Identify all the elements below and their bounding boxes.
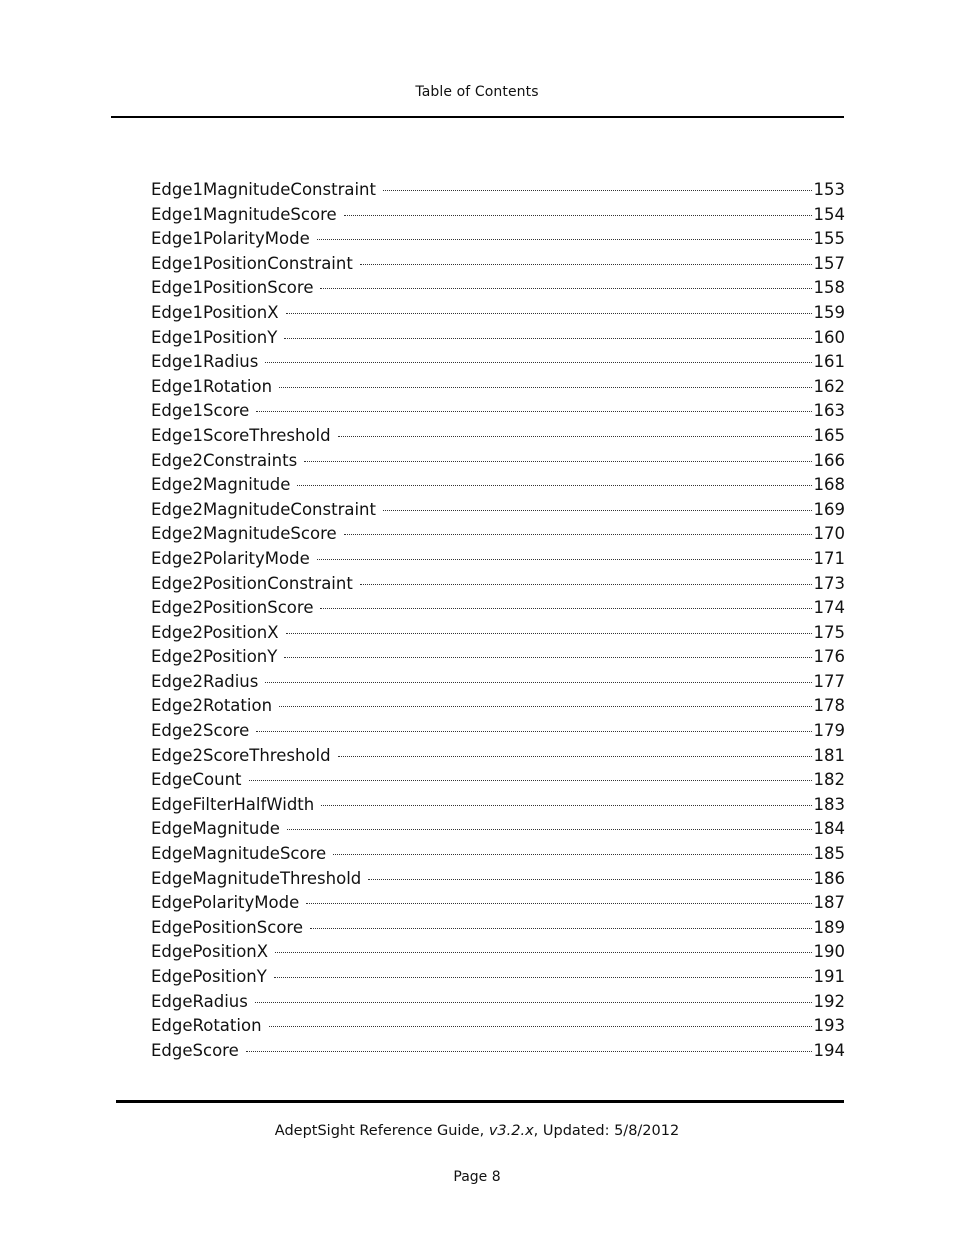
toc-entry-label[interactable]: Edge2PolarityMode — [151, 548, 310, 568]
toc-entry-page[interactable]: 181 — [813, 745, 845, 765]
toc-entry-page[interactable]: 185 — [813, 844, 845, 864]
toc-dot-leader — [317, 239, 812, 240]
toc-dot-leader — [275, 952, 811, 953]
toc-entry-page[interactable]: 191 — [813, 967, 845, 986]
toc-entry-label[interactable]: Edge1MagnitudeScore — [151, 204, 337, 224]
toc-entry[interactable] — [151, 350, 845, 375]
toc-entry-label[interactable]: Edge1MagnitudeConstraint — [151, 180, 376, 199]
toc-dot-leader — [320, 288, 811, 289]
toc-entry-label[interactable]: EdgePositionY — [151, 967, 267, 986]
toc-entry-page[interactable]: 183 — [813, 794, 845, 814]
toc-entry-label[interactable]: Edge2PositionX — [151, 622, 279, 642]
toc-dot-leader — [310, 928, 812, 929]
toc-entry-page[interactable]: 154 — [813, 204, 845, 224]
toc-entry[interactable] — [151, 1014, 845, 1039]
toc-dot-leader — [360, 264, 812, 265]
toc-dot-leader — [297, 485, 811, 486]
toc-entry-page[interactable]: 174 — [813, 598, 845, 618]
toc-entry-label[interactable]: Edge1Radius — [151, 352, 259, 372]
toc-dot-leader — [321, 805, 811, 806]
toc-entry-page[interactable]: 168 — [813, 475, 845, 495]
toc-dot-leader — [344, 215, 812, 216]
toc-entry-label[interactable]: Edge2MagnitudeScore — [151, 524, 337, 544]
toc-entry-label[interactable]: Edge2MagnitudeConstraint — [151, 499, 376, 519]
toc-dot-leader — [265, 362, 811, 363]
toc-entry-label[interactable]: EdgeFilterHalfWidth — [151, 794, 315, 814]
toc-entry[interactable] — [151, 449, 845, 474]
toc-entry-page[interactable]: 163 — [813, 401, 845, 421]
page-header-title: Table of Contents — [415, 84, 539, 100]
toc-entry-label[interactable]: EdgeScore — [151, 1040, 239, 1060]
toc-entry[interactable] — [151, 227, 845, 252]
toc-entry[interactable] — [151, 596, 845, 621]
toc-entry-label[interactable]: EdgeRadius — [151, 991, 248, 1011]
toc-entry-page[interactable]: 177 — [813, 671, 845, 691]
toc-dot-leader — [286, 633, 812, 634]
toc-entry-label[interactable]: Edge2PositionY — [151, 647, 278, 667]
toc-entry[interactable] — [151, 842, 845, 867]
toc-entry-page[interactable]: 155 — [813, 229, 845, 249]
toc-entry-label[interactable]: Edge2Radius — [151, 671, 259, 691]
toc-dot-leader — [338, 756, 812, 757]
toc-entry-label[interactable]: Edge2Rotation — [151, 696, 273, 716]
toc-entry[interactable] — [151, 916, 845, 941]
toc-entry[interactable] — [151, 965, 845, 990]
footer-divider — [116, 1100, 844, 1103]
footer-guide-info — [0, 1123, 954, 1139]
toc-entry-page[interactable]: 179 — [813, 721, 845, 741]
toc-entry-page[interactable]: 161 — [813, 352, 845, 372]
toc-dot-leader — [320, 608, 811, 609]
toc-entry-label[interactable]: EdgeMagnitude — [151, 819, 280, 839]
toc-entry[interactable] — [151, 793, 845, 818]
toc-list — [151, 178, 845, 1063]
toc-dot-leader — [269, 1026, 812, 1027]
toc-dot-leader — [249, 780, 812, 781]
toc-entry-label[interactable]: EdgeRotation — [151, 1016, 262, 1036]
toc-dot-leader — [255, 1002, 812, 1003]
toc-dot-leader — [317, 559, 812, 560]
toc-entry[interactable] — [151, 719, 845, 744]
toc-dot-leader — [274, 977, 812, 978]
toc-entry[interactable] — [151, 326, 845, 351]
footer-version: v3.2.x — [488, 1123, 534, 1139]
toc-entry-label[interactable]: Edge1Rotation — [151, 376, 273, 396]
toc-entry-page[interactable]: 192 — [813, 991, 845, 1011]
toc-dot-leader — [284, 338, 811, 339]
toc-entry-page[interactable]: 176 — [813, 647, 845, 667]
toc-dot-leader — [256, 731, 811, 732]
toc-entry-page[interactable]: 187 — [813, 893, 845, 913]
toc-entry-label[interactable]: Edge2Score — [151, 721, 250, 741]
toc-entry-page[interactable]: 171 — [813, 548, 845, 568]
toc-dot-leader — [338, 436, 812, 437]
toc-entry[interactable] — [151, 694, 845, 719]
toc-entry-page[interactable]: 186 — [813, 868, 845, 888]
toc-entry-label[interactable]: Edge2ScoreThreshold — [151, 745, 331, 765]
toc-dot-leader — [246, 1051, 812, 1052]
toc-entry-page[interactable]: 162 — [813, 376, 845, 396]
toc-entry-label[interactable]: Edge2PositionConstraint — [151, 573, 353, 593]
toc-dot-leader — [333, 854, 811, 855]
toc-entry[interactable] — [151, 744, 845, 769]
toc-entry[interactable] — [151, 817, 845, 842]
toc-entry[interactable] — [151, 621, 845, 646]
toc-dot-leader — [284, 657, 811, 658]
toc-entry-label[interactable]: EdgeCount — [151, 770, 242, 790]
toc-dot-leader — [287, 829, 812, 830]
toc-entry[interactable] — [151, 522, 845, 547]
toc-entry-label[interactable]: Edge1PositionScore — [151, 278, 314, 298]
toc-entry-label[interactable]: Edge2Constraints — [151, 450, 298, 470]
toc-dot-leader — [279, 387, 811, 388]
toc-entry[interactable] — [151, 645, 845, 670]
toc-entry[interactable] — [151, 768, 845, 793]
toc-entry-label[interactable]: EdgeMagnitudeThreshold — [151, 868, 362, 888]
toc-entry[interactable] — [151, 547, 845, 572]
toc-dot-leader — [304, 461, 811, 462]
toc-entry-page[interactable]: 153 — [813, 180, 845, 199]
toc-entry[interactable] — [151, 252, 845, 277]
toc-entry-page[interactable]: 173 — [813, 573, 845, 593]
toc-entry-page[interactable]: 158 — [813, 278, 845, 298]
toc-entry-page[interactable]: 189 — [813, 917, 845, 937]
toc-entry[interactable] — [151, 1039, 845, 1064]
toc-dot-leader — [306, 903, 811, 904]
toc-entry-page[interactable]: 166 — [813, 450, 845, 470]
toc-entry-page[interactable]: 184 — [813, 819, 845, 839]
toc-entry-label[interactable]: EdgePolarityMode — [151, 893, 300, 913]
toc-entry-page[interactable]: 169 — [813, 499, 845, 519]
toc-dot-leader — [279, 706, 811, 707]
toc-entry-label[interactable]: Edge1PositionConstraint — [151, 253, 353, 273]
toc-entry-label[interactable]: Edge1PositionY — [151, 327, 278, 347]
toc-entry-page[interactable]: 182 — [813, 770, 845, 790]
toc-dot-leader — [286, 313, 812, 314]
toc-entry[interactable] — [151, 572, 845, 597]
toc-entry[interactable] — [151, 375, 845, 400]
toc-entry-page[interactable]: 159 — [813, 302, 845, 322]
toc-entry-page[interactable]: 170 — [813, 524, 845, 544]
toc-entry-page[interactable]: 175 — [813, 622, 845, 642]
toc-entry-label[interactable]: Edge1PolarityMode — [151, 229, 310, 249]
toc-entry[interactable] — [151, 940, 845, 965]
toc-entry-page[interactable]: 193 — [813, 1016, 845, 1036]
toc-entry[interactable] — [151, 203, 845, 228]
toc-entry[interactable] — [151, 399, 845, 424]
toc-entry-page[interactable]: 178 — [813, 696, 845, 716]
toc-entry[interactable] — [151, 301, 845, 326]
toc-entry[interactable] — [151, 473, 845, 498]
footer-page-number: Page 8 — [453, 1169, 501, 1185]
toc-entry-label[interactable]: Edge2Magnitude — [151, 475, 291, 495]
toc-entry[interactable] — [151, 498, 845, 523]
toc-entry-page[interactable]: 160 — [813, 327, 845, 347]
toc-entry-page[interactable]: 194 — [813, 1040, 845, 1060]
toc-entry-label[interactable]: EdgePositionX — [151, 942, 269, 962]
toc-dot-leader — [256, 411, 811, 412]
toc-entry-label[interactable]: Edge1ScoreThreshold — [151, 425, 331, 445]
toc-entry[interactable] — [151, 990, 845, 1015]
header-divider — [111, 116, 844, 118]
toc-entry[interactable] — [151, 891, 845, 916]
toc-dot-leader — [383, 510, 812, 511]
toc-dot-leader — [368, 879, 811, 880]
footer-updated: , Updated: 5/8/2012 — [533, 1123, 680, 1139]
toc-entry-label[interactable]: Edge1Score — [151, 401, 250, 421]
toc-entry-label[interactable]: EdgeMagnitudeScore — [151, 844, 327, 864]
toc-dot-leader — [383, 190, 812, 191]
toc-entry-page[interactable]: 157 — [813, 253, 845, 273]
toc-entry-label[interactable]: Edge1PositionX — [151, 302, 279, 322]
footer-guide-title: AdeptSight Reference Guide, — [274, 1123, 485, 1139]
toc-entry-page[interactable]: 165 — [813, 425, 845, 445]
toc-entry[interactable] — [151, 867, 845, 892]
toc-dot-leader — [265, 682, 811, 683]
toc-entry[interactable] — [151, 178, 845, 203]
toc-entry-page[interactable]: 190 — [813, 942, 845, 962]
toc-dot-leader — [344, 534, 812, 535]
toc-entry-label[interactable]: Edge2PositionScore — [151, 598, 314, 618]
toc-entry[interactable] — [151, 670, 845, 695]
toc-entry-label[interactable]: EdgePositionScore — [151, 917, 303, 937]
toc-entry[interactable] — [151, 424, 845, 449]
toc-entry[interactable] — [151, 276, 845, 301]
toc-dot-leader — [360, 584, 812, 585]
